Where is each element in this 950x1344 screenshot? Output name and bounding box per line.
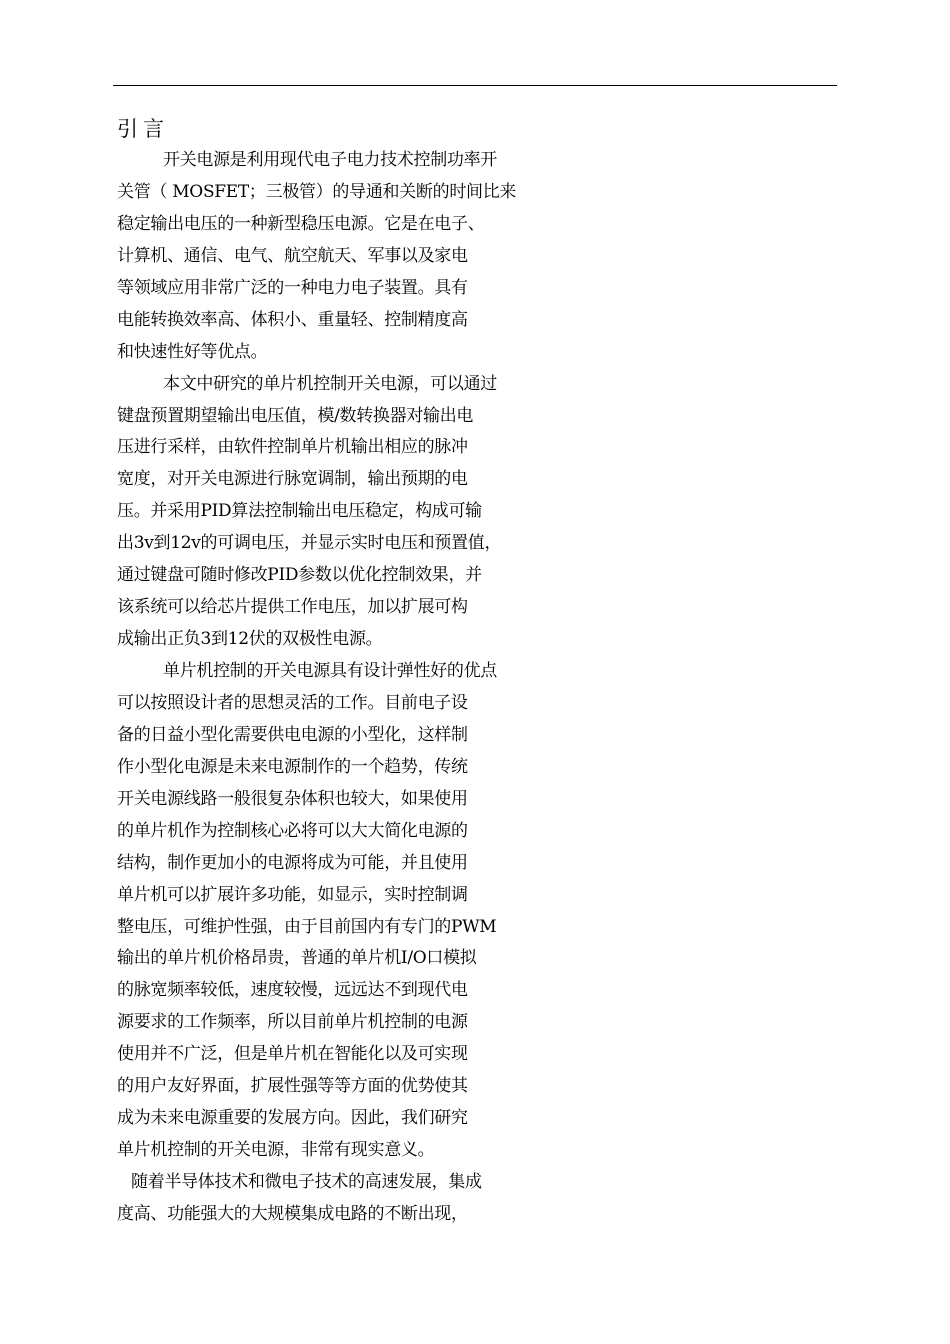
section-heading: 引言: [117, 117, 169, 141]
text-line: 单片机可以扩展许多功能，如显示，实时控制调: [117, 884, 468, 905]
text-line: 开关电源是利用现代电子电力技术控制功率开: [163, 150, 497, 170]
text-line: 稳定输出电压的一种新型稳压电源。它是在电子、: [117, 213, 485, 234]
text-line: 的脉宽频率较低，速度较慢，远远达不到现代电: [117, 980, 468, 1001]
text-line: 度高、功能强大的大规模集成电路的不断出现，: [117, 1203, 468, 1224]
text-line: 可以按照设计者的思想灵活的工作。目前电子设: [117, 692, 468, 713]
text-line: 的用户友好界面，扩展性强等等方面的优势使其: [117, 1076, 468, 1097]
text-line: 开关电源线路一般很复杂体积也较大，如果使用: [117, 788, 468, 809]
text-line: 单片机控制的开关电源，非常有现实意义。: [117, 1140, 435, 1161]
header-rule: [113, 85, 837, 86]
text-line: 压。并采用PID算法控制输出电压稳定，构成可输: [117, 501, 482, 522]
text-line: 通过键盘可随时修改PID参数以优化控制效果，并: [117, 565, 482, 586]
text-line: 使用并不广泛，但是单片机在智能化以及可实现: [117, 1044, 468, 1065]
text-line: 等领域应用非常广泛的一种电力电子装置。具有: [117, 277, 468, 298]
text-line: 键盘预置期望输出电压值，模/数转换器对输出电: [117, 405, 474, 426]
text-line: 本文中研究的单片机控制开关电源，可以通过: [163, 373, 497, 394]
text-line: 整电压，可维护性强，由于目前国内有专门的PWM: [117, 916, 497, 937]
text-line: 随着半导体技术和微电子技术的高速发展，集成: [131, 1172, 482, 1192]
text-line: 的单片机作为控制核心必将可以大大简化电源的: [117, 820, 468, 841]
text-line: 单片机控制的开关电源具有设计弹性好的优点: [163, 661, 497, 681]
text-line: 作小型化电源是未来电源制作的一个趋势，传统: [117, 756, 468, 777]
text-line: 宽度，对开关电源进行脉宽调制，输出预期的电: [117, 469, 468, 490]
text-line: 压进行采样，由软件控制单片机输出相应的脉冲: [117, 437, 468, 458]
text-line: 该系统可以给芯片提供工作电压，加以扩展可构: [117, 597, 468, 618]
text-line: 电能转换效率高、体积小、重量轻、控制精度高: [117, 309, 468, 330]
text-line: 出3v到12v的可调电压，并显示实时电压和预置值，: [117, 533, 502, 554]
text-line: 结构，制作更加小的电源将成为可能，并且使用: [117, 852, 468, 873]
text-line: 计算机、通信、电气、航空航天、军事以及家电: [117, 245, 468, 266]
text-line: 成为未来电源重要的发展方向。因此，我们研究: [117, 1108, 468, 1129]
text-line: 源要求的工作频率，所以目前单片机控制的电源: [117, 1012, 468, 1033]
text-line: 关管（ MOSFET；三极管）的导通和关断的时间比来: [117, 181, 517, 202]
text-line: 和快速性好等优点。: [117, 341, 268, 362]
text-line: 输出的单片机价格昂贵，普通的单片机I/O口模拟: [117, 948, 477, 969]
text-line: 备的日益小型化需要供电电源的小型化，这样制: [117, 724, 468, 745]
text-line: 成输出正负3到12伏的双极性电源。: [117, 629, 383, 650]
body-text: [117, 145, 847, 1231]
